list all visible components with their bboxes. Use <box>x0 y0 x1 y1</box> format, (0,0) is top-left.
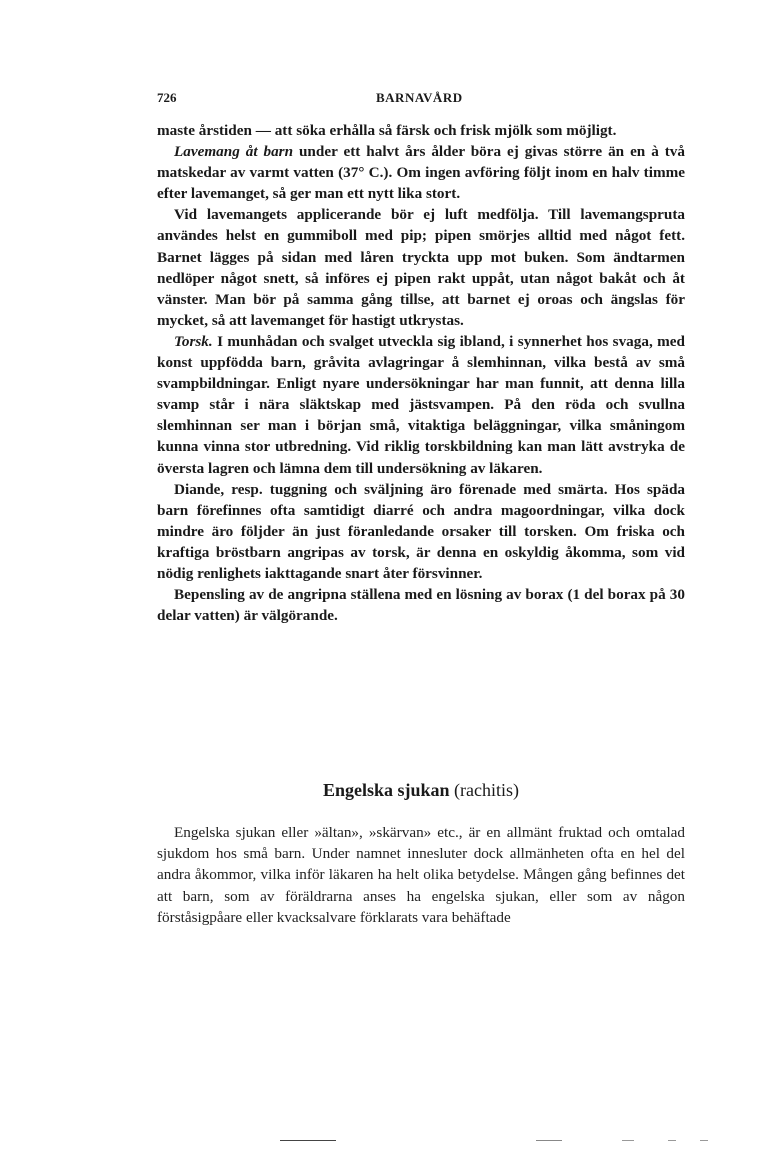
page-number: 726 <box>157 90 177 105</box>
paragraph: Engelska sjukan eller »ältan», »skärvan» etc., är en allmänt fruktad och omtalad sjukdom hos små barn. Under namnet innesluter dock allmänheten ofta en hel del andra åkommor, vilka inför läkaren ha helt olika betydelse. Mången gång befinnes det att barn, som av föräldrarna anses ha engelska sjukan, eller som av någon förståsigpåare eller kvacksalvare förklarats vara behäftade <box>157 824 685 926</box>
paragraph: Vid lavemangets applicerande bör ej luft medfölja. Till lavemangspruta användes helst en gummiboll med pip; pipen smörjes alltid med något fett. Barnet lägges på sidan med låren tryckta upp mot buken. Som ändtarmen nedlöper något snett, så införes ej pipen rakt uppåt, utan något bakåt och åt vänster. Man bör på samma gång tillse, att barnet ej oroas och ängslas för mycket, så att lavemanget för hastigt utkrystas. <box>157 206 685 329</box>
section-subtitle: (rachitis) <box>454 780 520 800</box>
footer-rule <box>700 1140 708 1141</box>
paragraph: maste årstiden — att söka erhålla så färsk och frisk mjölk som möjligt. <box>157 122 617 139</box>
footer-rule <box>280 1140 336 1141</box>
paragraph <box>157 141 685 204</box>
section-text <box>157 822 685 928</box>
main-text <box>157 120 685 626</box>
section-title: Engelska sjukan <box>322 780 450 800</box>
paragraph: Diande, resp. tuggning och sväljning äro förenade med smärta. Hos späda barn förefinnes ofta samtidigt diarré och andra magoordningar, vilka dock mindre äro följder än just föranledande orsaker till torsken. Om friska och kraftiga bröstbarn angripas av torsk, är denna en oskyldig åkomma, som vid nödig renlighets iakttagande snart åter försvinner. <box>157 480 685 582</box>
footer-rule <box>536 1140 562 1141</box>
running-head: BARNAVÅRD <box>376 90 463 105</box>
paragraph <box>157 331 685 479</box>
paragraph: Bepensling av de angripna ställena med en lösning av borax (1 del borax på 30 delar vatten) är välgörande. <box>157 586 685 625</box>
paragraph-text: I munhådan och svalget utveckla sig ibland, i synnerhet hos svaga, med konst uppfödda barn, gråvita avlagringar å slemhinnan, vilka bestå av små svampbildningar. Enligt nyare undersökningar har man funnit, att denna lilla svamp står i nära släktskap med jästsvampen. På den röda och svullna slemhinnan ser man i början små, vitaktiga beläggningar, vilka småningom kunna vinna stor utbredning. Vid riklig torskbildning kan man lätt avstryka de översta lagren och lämna dem till undersökning av läkaren. <box>157 332 685 477</box>
paragraph-lead: Lavemang åt barn <box>174 143 294 161</box>
footer-rule <box>668 1140 676 1141</box>
footer-rule <box>622 1140 634 1141</box>
section-heading <box>157 780 685 801</box>
paragraph-lead: Torsk. <box>174 332 213 350</box>
paragraph-text: under ett halvt års ålder böra ej givas större än en à två matskedar av varmt vatten (37° C.). Om ingen avföring följt inom en halv timme efter lavemanget, så ger man ett nytt lika stort. <box>157 143 685 203</box>
